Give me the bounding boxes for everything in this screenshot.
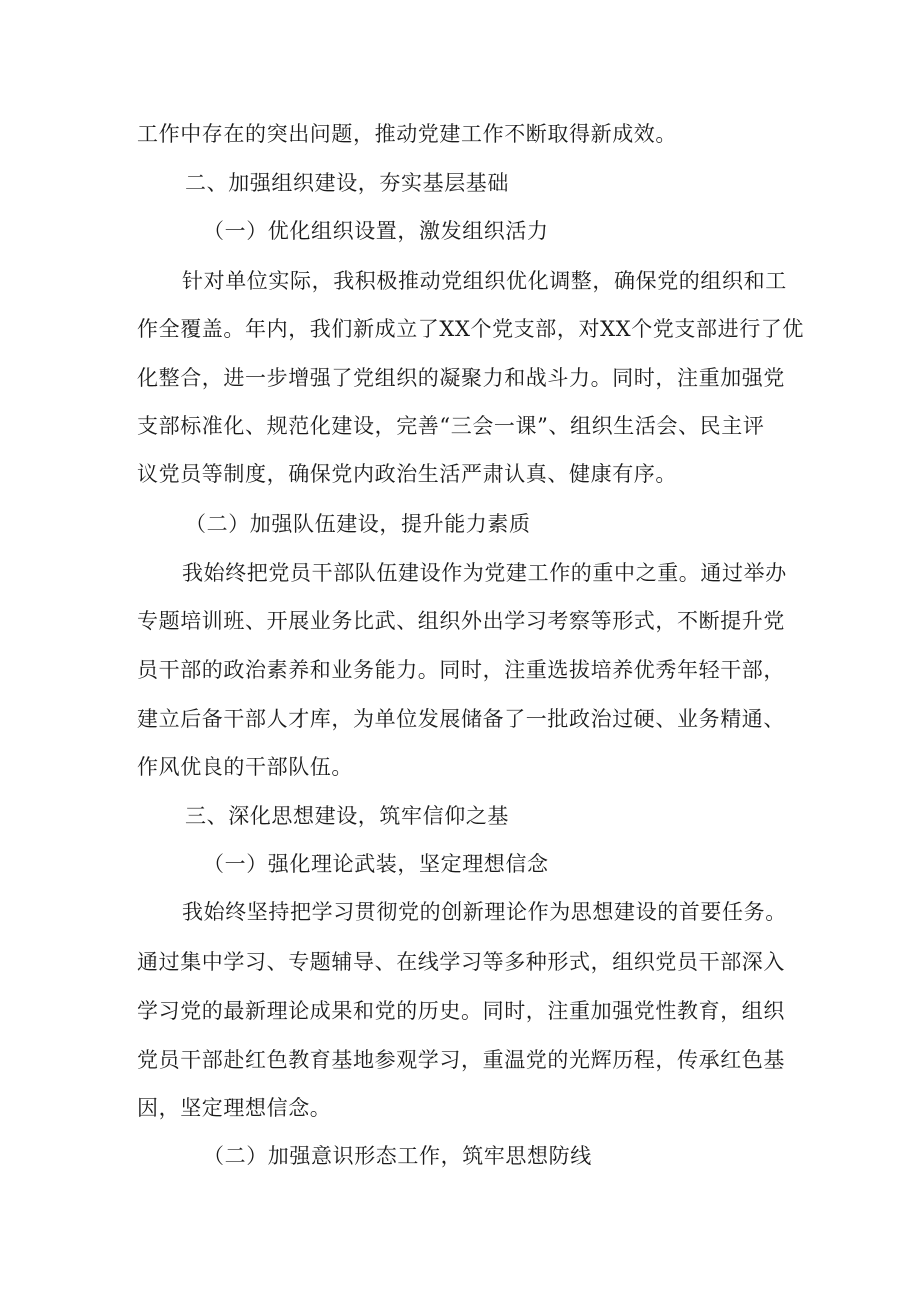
section-heading-2: 二、加强组织建设，夯实基层基础 <box>185 171 509 195</box>
paragraph-line: 学习党的最新理论成果和党的历史。同时，注重加强党性教育，组织 <box>137 999 785 1023</box>
subsection-heading-3-2: （二）加强意识形态工作，筑牢思想防线 <box>203 1144 592 1168</box>
paragraph-line: 作全覆盖。年内，我们新成立了XX个党支部，对XX个党支部进行了优 <box>137 317 804 341</box>
paragraph-line: 党员干部赴红色教育基地参观学习，重温党的光辉历程，传承红色基 <box>137 1048 785 1072</box>
paragraph-line: 因，坚定理想信念。 <box>137 1096 332 1120</box>
paragraph-line: 我始终把党员干部队伍建设作为党建工作的重中之重。通过举办 <box>182 561 787 585</box>
paragraph-line: 针对单位实际，我积极推动党组织优化调整，确保党的组织和工 <box>182 269 787 293</box>
paragraph-line: 化整合，进一步增强了党组织的凝聚力和战斗力。同时，注重加强党 <box>137 366 785 390</box>
paragraph-line: 通过集中学习、专题辅导、在线学习等多种形式，组织党员干部深入 <box>137 950 785 974</box>
paragraph-line: 专题培训班、开展业务比武、组织外出学习考察等形式，不断提升党 <box>137 609 785 633</box>
paragraph-continuation-line: 工作中存在的突出问题，推动党建工作不断取得新成效。 <box>137 122 677 146</box>
paragraph-line: 议党员等制度，确保党内政治生活严肃认真、健康有序。 <box>137 462 677 486</box>
paragraph-line: 作风优良的干部队伍。 <box>137 755 353 779</box>
paragraph-line: 建立后备干部人才库，为单位发展储备了一批政治过硬、业务精通、 <box>137 707 785 731</box>
paragraph-line: 支部标准化、规范化建设，完善“三会一课”、组织生活会、民主评 <box>137 414 765 438</box>
paragraph-line: 员干部的政治素养和业务能力。同时，注重选拔培养优秀年轻干部， <box>137 658 785 682</box>
paragraph-line: 我始终坚持把学习贯彻党的创新理论作为思想建设的首要任务。 <box>182 900 787 924</box>
subsection-heading-2-2: （二）加强队伍建设，提升能力素质 <box>185 512 531 536</box>
subsection-heading-2-1: （一）优化组织设置，激发组织活力 <box>203 219 549 243</box>
section-heading-3: 三、深化思想建设，筑牢信仰之基 <box>185 804 509 828</box>
subsection-heading-3-1: （一）强化理论武装，坚定理想信念 <box>203 852 549 876</box>
